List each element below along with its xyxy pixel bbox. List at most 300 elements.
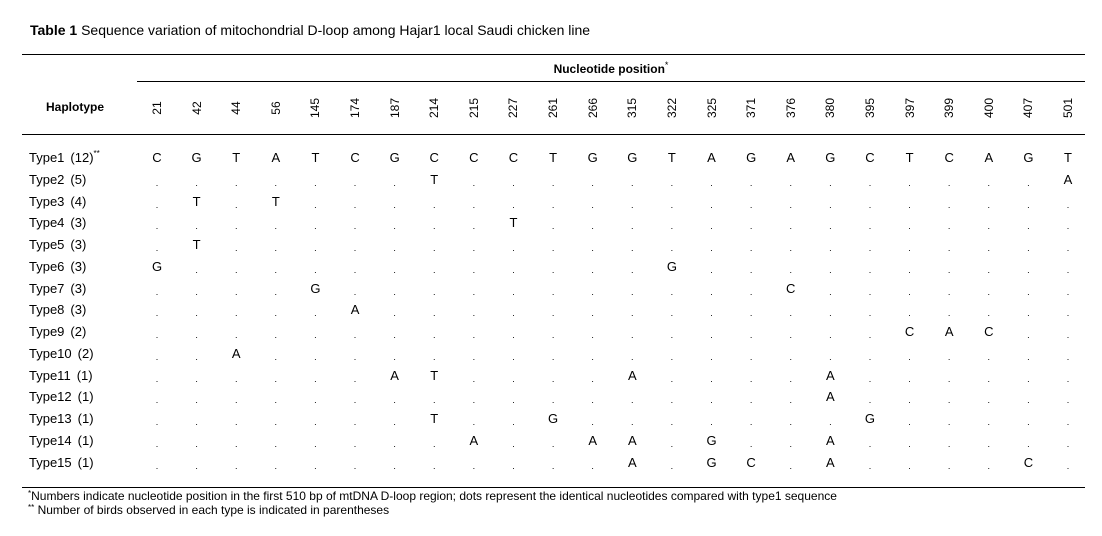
table-cell: . xyxy=(591,460,594,471)
footnote-1-mark: * xyxy=(28,489,32,498)
haplotype-count: (2) xyxy=(70,324,87,339)
haplotype-type: Type3 xyxy=(29,193,65,209)
table-row xyxy=(0,172,1102,193)
table-cell: A xyxy=(588,432,598,448)
table-caption xyxy=(30,22,590,38)
position-header: 21 xyxy=(150,101,164,115)
table-cell: . xyxy=(987,460,991,471)
table-cell: . xyxy=(234,417,238,427)
table-cell: . xyxy=(908,286,911,297)
table-cell: G xyxy=(825,150,836,165)
table-cell: . xyxy=(710,351,713,362)
table-cell: . xyxy=(393,351,396,362)
table-cell: . xyxy=(1027,330,1030,340)
table-cell: G xyxy=(627,150,638,165)
table-cell: . xyxy=(749,177,753,188)
table-cell: . xyxy=(947,177,951,188)
table-cell: . xyxy=(393,286,396,297)
table-cell: T xyxy=(430,367,439,383)
table-cell: . xyxy=(234,330,238,340)
table-cell: . xyxy=(234,286,238,297)
haplotype-type: Type8 xyxy=(29,302,65,318)
table-cell: . xyxy=(670,417,674,427)
table-cell: . xyxy=(749,438,753,449)
footnote-1 xyxy=(28,489,837,503)
table-cell: . xyxy=(472,199,476,210)
table-row xyxy=(0,411,1102,432)
table-cell: . xyxy=(551,199,555,210)
haplotype-type: Type7 xyxy=(29,280,65,296)
table-cell: . xyxy=(749,199,753,210)
haplotype-count: (2) xyxy=(77,345,94,361)
haplotype-label xyxy=(29,259,86,275)
table-cell: . xyxy=(829,264,832,275)
table-cell: . xyxy=(1066,460,1070,471)
table-cell: . xyxy=(155,243,159,253)
position-header: 227 xyxy=(506,97,521,118)
haplotype-label xyxy=(29,411,94,427)
position-header: 371 xyxy=(744,97,759,118)
table-cell: . xyxy=(829,243,832,253)
table-cell: . xyxy=(987,286,991,297)
table-cell: . xyxy=(591,395,594,406)
table-cell: . xyxy=(1066,199,1070,210)
table-cell: . xyxy=(987,395,991,406)
header-rule xyxy=(22,134,1085,135)
table-cell: . xyxy=(274,351,278,362)
table-cell: . xyxy=(274,330,278,340)
table-cell: C xyxy=(508,150,519,165)
table-cell: G xyxy=(310,280,321,296)
table-cell: C xyxy=(904,324,915,339)
table-cell: . xyxy=(591,417,594,427)
table-cell: . xyxy=(749,373,753,384)
table-cell: . xyxy=(710,264,713,275)
table-cell: . xyxy=(512,177,515,188)
table-cell: . xyxy=(670,286,674,297)
table-cell: . xyxy=(591,308,594,319)
table-cell: . xyxy=(512,308,515,319)
table-cell: . xyxy=(353,460,357,471)
table-cell: . xyxy=(908,460,911,471)
haplotype-type: Type12 xyxy=(29,389,72,405)
haplotype-label xyxy=(29,302,86,318)
table-cell: . xyxy=(1027,351,1030,362)
table-cell: . xyxy=(472,330,476,340)
table-cell: . xyxy=(908,438,911,449)
table-cell: . xyxy=(868,221,872,232)
table-cell: . xyxy=(393,264,396,275)
table-cell: . xyxy=(432,438,436,449)
haplotype-type: Type2 xyxy=(29,171,65,187)
table-cell: A xyxy=(627,454,637,470)
bottom-rule xyxy=(22,487,1085,488)
table-cell: . xyxy=(195,460,198,471)
table-cell: . xyxy=(829,308,832,319)
table-cell: . xyxy=(155,417,159,427)
table-cell: . xyxy=(432,199,436,210)
haplotype-count: (5) xyxy=(70,171,87,187)
haplotype-count: (3) xyxy=(70,215,87,231)
table-cell: C xyxy=(944,150,954,165)
table-cell: T xyxy=(271,193,280,209)
table-row xyxy=(0,302,1102,323)
table-cell: . xyxy=(789,330,792,340)
table-cell: . xyxy=(1066,221,1070,232)
table-cell: . xyxy=(789,395,792,406)
haplotype-type: Type13 xyxy=(29,411,72,426)
table-cell: . xyxy=(908,264,911,275)
table-cell: . xyxy=(472,308,476,319)
table-cell: . xyxy=(829,199,832,210)
table-cell: . xyxy=(868,199,872,210)
table-cell: . xyxy=(432,351,436,362)
position-header: 395 xyxy=(862,97,877,118)
table-cell: . xyxy=(314,177,317,188)
table-cell: . xyxy=(789,264,792,275)
table-cell: . xyxy=(591,264,594,275)
table-cell: . xyxy=(1027,264,1030,275)
table-cell: . xyxy=(670,395,674,406)
table-cell: . xyxy=(551,264,555,275)
table-cell: A xyxy=(627,432,637,448)
table-cell: . xyxy=(393,330,396,340)
table-cell: . xyxy=(710,417,713,427)
table-cell: . xyxy=(591,199,594,210)
table-cell: . xyxy=(155,286,159,297)
table-cell: T xyxy=(192,193,201,209)
table-cell: G xyxy=(151,258,163,274)
haplotype-count: (3) xyxy=(70,302,87,318)
table-cell: T xyxy=(430,411,439,426)
table-cell: . xyxy=(670,177,674,188)
table-cell: . xyxy=(789,373,792,384)
haplotype-label xyxy=(29,324,86,340)
table-caption-label: Table 1 xyxy=(30,22,78,38)
table-cell: . xyxy=(987,264,991,275)
haplotype-count: (3) xyxy=(70,237,87,252)
table-cell: G xyxy=(389,150,400,165)
table-cell: C xyxy=(786,280,796,296)
table-cell: . xyxy=(195,264,198,275)
table-cell: . xyxy=(631,199,634,210)
table-cell: . xyxy=(789,243,792,253)
table-cell: . xyxy=(274,243,278,253)
haplotype-type: Type10 xyxy=(29,345,72,361)
haplotype-header: Haplotype xyxy=(46,100,105,114)
table-cell: . xyxy=(472,177,476,188)
table-cell: . xyxy=(908,243,911,253)
table-cell: . xyxy=(789,221,792,232)
table-cell: . xyxy=(155,221,159,232)
table-cell: . xyxy=(234,373,238,384)
table-cell: . xyxy=(195,351,198,362)
table-cell: A xyxy=(826,454,835,470)
table-cell: . xyxy=(631,395,634,406)
table-cell: . xyxy=(749,243,753,253)
position-header: 56 xyxy=(268,101,283,115)
table-cell: . xyxy=(987,177,991,188)
table-cell: . xyxy=(1066,373,1070,384)
table-cell: . xyxy=(631,221,634,232)
table-caption-text: Sequence variation of mitochondrial D-loop among Hajar1 local Saudi chicken line xyxy=(81,22,591,38)
table-cell: . xyxy=(908,177,911,188)
table-cell: . xyxy=(314,373,317,384)
table-cell: . xyxy=(353,264,357,275)
table-cell: . xyxy=(314,460,317,471)
table-cell: . xyxy=(274,438,278,449)
table-cell: T xyxy=(1064,150,1072,165)
table-cell: . xyxy=(155,330,159,340)
table-cell: A xyxy=(231,345,241,361)
table-cell: . xyxy=(908,395,911,406)
table-cell: . xyxy=(432,286,436,297)
table-row xyxy=(0,368,1102,389)
table-cell: . xyxy=(987,243,991,253)
table-cell: . xyxy=(670,221,674,232)
table-cell: . xyxy=(314,417,317,427)
table-cell: . xyxy=(353,330,357,340)
table-cell: . xyxy=(314,199,317,210)
table-cell: . xyxy=(670,351,674,362)
table-cell: G xyxy=(746,150,757,165)
table-cell: A xyxy=(350,302,360,318)
table-cell: G xyxy=(548,411,559,426)
table-cell: . xyxy=(195,308,198,319)
table-cell: . xyxy=(512,395,515,406)
table-cell: A xyxy=(469,432,479,448)
table-cell: . xyxy=(274,286,278,297)
table-cell: . xyxy=(591,243,594,253)
table-cell: . xyxy=(234,199,238,210)
table-cell: . xyxy=(234,395,238,406)
table-cell: . xyxy=(234,438,238,449)
table-cell: . xyxy=(393,221,396,232)
table-cell: . xyxy=(710,199,713,210)
table-cell: . xyxy=(987,308,991,319)
table-cell: . xyxy=(512,351,515,362)
table-cell: . xyxy=(1027,417,1030,427)
table-cell: . xyxy=(432,243,436,253)
table-cell: . xyxy=(393,243,396,253)
table-cell: . xyxy=(631,177,634,188)
table-cell: . xyxy=(829,417,832,427)
table-cell: . xyxy=(432,460,436,471)
table-cell: . xyxy=(234,177,238,188)
table-cell: T xyxy=(509,215,518,231)
table-cell: . xyxy=(195,438,198,449)
table-cell: A xyxy=(707,150,716,165)
table-cell: . xyxy=(551,460,555,471)
position-header: 174 xyxy=(348,97,363,118)
table-cell: . xyxy=(1066,438,1070,449)
table-row xyxy=(0,194,1102,215)
table-cell: A xyxy=(826,367,835,383)
table-cell: . xyxy=(393,417,396,427)
haplotype-label xyxy=(29,281,86,297)
table-cell: . xyxy=(947,395,951,406)
table-cell: . xyxy=(947,460,951,471)
haplotype-type: Type15 xyxy=(29,454,72,470)
table-cell: . xyxy=(1066,264,1070,275)
table-cell: . xyxy=(314,330,317,340)
table-cell: . xyxy=(631,417,634,427)
table-cell: . xyxy=(274,177,278,188)
table-cell: . xyxy=(710,177,713,188)
table-cell: . xyxy=(631,286,634,297)
table-cell: . xyxy=(551,221,555,232)
table-cell: . xyxy=(353,351,357,362)
table-cell: C xyxy=(984,324,994,339)
table-cell: . xyxy=(472,373,476,384)
table-cell: . xyxy=(472,351,476,362)
table-cell: . xyxy=(432,395,436,406)
table-cell: . xyxy=(670,330,674,340)
table-cell: . xyxy=(1027,373,1030,384)
table-notes xyxy=(28,489,837,517)
table-cell: . xyxy=(987,438,991,449)
table-cell: . xyxy=(472,221,476,232)
haplotype-label xyxy=(29,194,86,210)
table-cell: . xyxy=(710,330,713,340)
table-cell: . xyxy=(1066,330,1070,340)
table-cell: . xyxy=(749,351,753,362)
table-cell: . xyxy=(591,351,594,362)
table-cell: T xyxy=(232,150,241,165)
table-cell: . xyxy=(551,351,555,362)
table-cell: . xyxy=(868,308,872,319)
position-header: 215 xyxy=(466,97,481,118)
table-cell: . xyxy=(353,438,357,449)
table-row xyxy=(0,455,1102,476)
table-cell: . xyxy=(908,417,911,427)
table-cell: . xyxy=(195,417,198,427)
table-cell: . xyxy=(551,373,555,384)
table-cell: . xyxy=(274,373,278,384)
table-cell: . xyxy=(393,460,396,471)
table-cell: . xyxy=(472,264,476,275)
table-cell: T xyxy=(192,237,201,252)
table-cell: . xyxy=(512,243,515,253)
haplotype-count-mark: ** xyxy=(93,149,100,158)
table-cell: . xyxy=(987,351,991,362)
table-cell: . xyxy=(472,243,476,253)
table-cell: . xyxy=(987,199,991,210)
table-cell: . xyxy=(789,199,792,210)
haplotype-type: Type4 xyxy=(29,215,65,231)
table-row xyxy=(0,281,1102,302)
table-cell: . xyxy=(947,264,951,275)
position-header: 376 xyxy=(783,97,798,118)
table-cell: . xyxy=(512,373,515,384)
table-cell: . xyxy=(551,177,555,188)
table-cell: G xyxy=(1023,150,1034,165)
table-cell: . xyxy=(670,373,674,384)
table-cell: . xyxy=(868,330,872,340)
nucleotide-position-header xyxy=(137,60,1085,76)
table-cell: . xyxy=(353,199,357,210)
table-cell: C xyxy=(152,150,162,165)
table-cell: C xyxy=(469,150,479,165)
table-cell: . xyxy=(1027,243,1030,253)
table-cell: . xyxy=(155,351,159,362)
table-cell: . xyxy=(472,460,476,471)
table-cell: A xyxy=(627,367,637,383)
table-cell: . xyxy=(749,264,753,275)
nucleotide-position-header-mark: * xyxy=(664,60,669,70)
table-cell: A xyxy=(944,324,954,339)
table-cell: . xyxy=(1066,351,1070,362)
footnote-2-mark: ** xyxy=(28,503,35,512)
table-cell: . xyxy=(314,221,317,232)
table-cell: . xyxy=(710,308,713,319)
table-cell: . xyxy=(591,221,594,232)
top-rule xyxy=(22,54,1085,55)
table-cell: A xyxy=(390,367,399,383)
table-cell: G xyxy=(191,150,202,165)
position-header: 325 xyxy=(704,97,719,118)
haplotype-count: (1) xyxy=(77,389,94,405)
table-cell: C xyxy=(865,150,875,165)
table-cell: . xyxy=(631,243,634,253)
table-cell: . xyxy=(829,351,832,362)
table-cell: . xyxy=(1066,308,1070,319)
table-cell: . xyxy=(947,417,951,427)
table-cell: . xyxy=(393,308,396,319)
haplotype-count: (1) xyxy=(76,367,93,383)
table-cell: . xyxy=(591,373,594,384)
table-cell: . xyxy=(353,395,357,406)
table-cell: . xyxy=(749,330,753,340)
position-header: 42 xyxy=(189,101,204,115)
table-cell: . xyxy=(868,373,872,384)
table-cell: G xyxy=(666,258,677,274)
table-cell: . xyxy=(155,373,159,384)
table-cell: . xyxy=(789,351,792,362)
table-cell: . xyxy=(591,177,594,188)
table-cell: . xyxy=(1066,395,1070,406)
position-header: 214 xyxy=(427,97,442,118)
haplotype-count: (1) xyxy=(77,454,94,470)
position-header: 407 xyxy=(1021,97,1036,118)
table-cell: . xyxy=(908,308,911,319)
table-cell: A xyxy=(826,432,835,448)
table-cell: . xyxy=(353,221,357,232)
table-cell: . xyxy=(868,395,872,406)
table-cell: . xyxy=(710,373,713,384)
table-cell: T xyxy=(905,150,914,165)
table-cell: . xyxy=(908,221,911,232)
table-cell: . xyxy=(234,221,238,232)
table-cell: . xyxy=(195,286,198,297)
table-cell: C xyxy=(1023,454,1034,470)
table-cell: . xyxy=(1027,221,1030,232)
table-cell: . xyxy=(1066,243,1070,253)
haplotype-label xyxy=(29,368,93,384)
table-cell: . xyxy=(631,330,634,340)
table-cell: T xyxy=(430,171,439,187)
table-cell: . xyxy=(670,243,674,253)
table-cell: . xyxy=(710,286,713,297)
table-cell: . xyxy=(512,417,515,427)
position-header: 187 xyxy=(387,97,402,118)
table-cell: . xyxy=(274,308,278,319)
table-cell: . xyxy=(670,199,674,210)
table-cell: . xyxy=(908,373,911,384)
table-cell: . xyxy=(472,417,476,427)
haplotype-count: (3) xyxy=(70,280,87,296)
table-cell: . xyxy=(393,438,396,449)
